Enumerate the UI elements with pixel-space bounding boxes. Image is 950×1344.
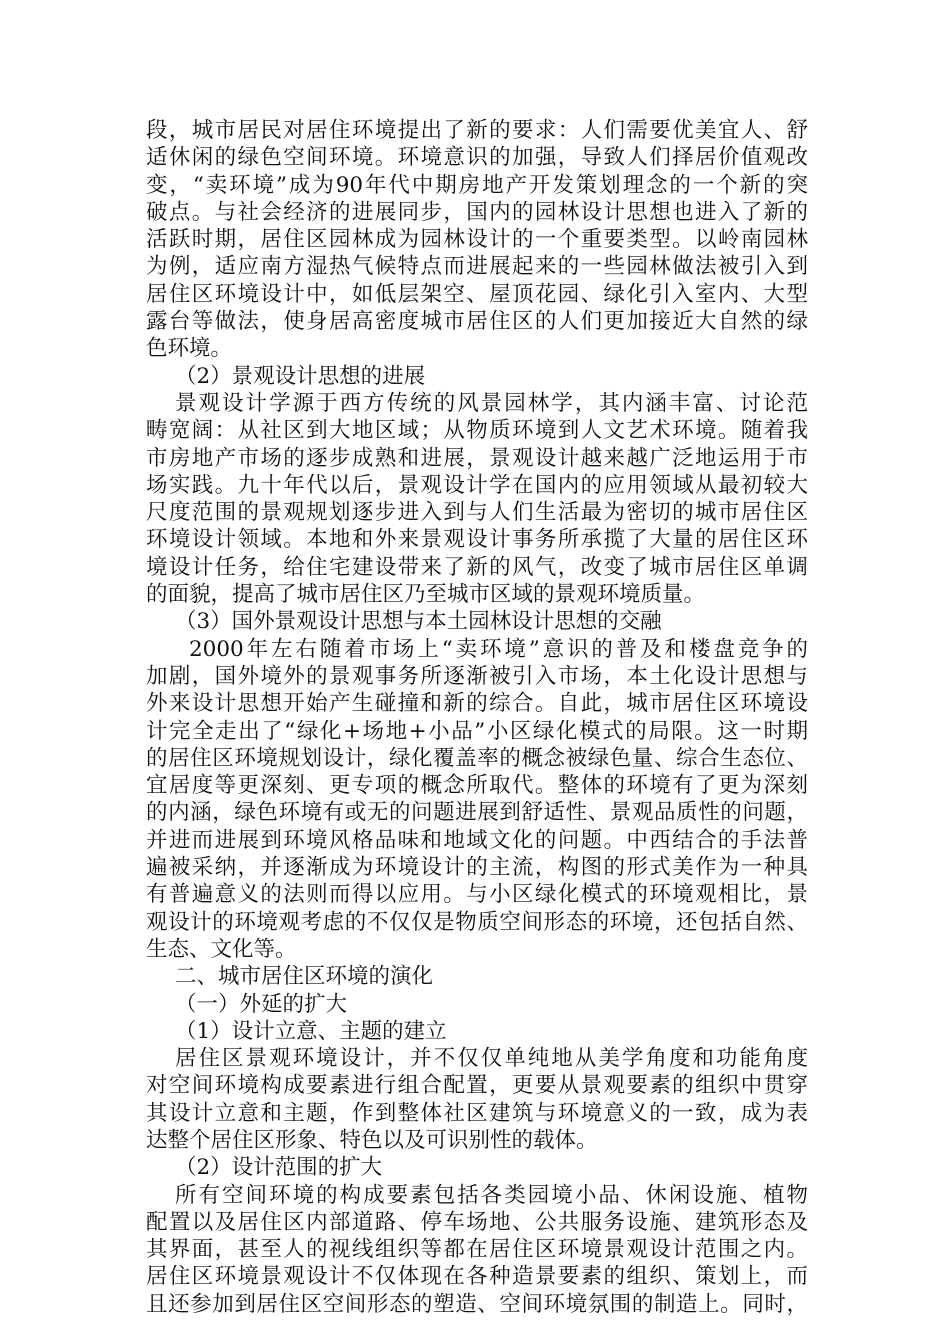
text-line: 宜居度等更深刻、更专项的概念所取代。整体的环境有了更为深刻: [146, 773, 808, 799]
text-line: 破点。与社会经济的进展同步，国内的园林设计思想也进入了新的: [146, 199, 808, 225]
text-line: 并进而进展到环境风格品味和地域文化的问题。中西结合的手法普: [146, 827, 808, 853]
text-line: 适休闲的绿色空间环境。环境意识的加强，导致人们择居价值观改: [146, 145, 808, 171]
text-line: 的内涵，绿色环境有或无的问题进展到舒适性、景观品质性的问题，: [146, 800, 808, 826]
section-heading: 二、城市居住区环境的演化: [175, 964, 434, 990]
text-line: 为例，适应南方湿热气候特点而进展起来的一些园林做法被引入到: [146, 254, 808, 280]
body-text: [146, 117, 808, 1318]
text-line: 观设计的环境观考虑的不仅仅是物质空间形态的环境，还包括自然、: [146, 909, 808, 935]
text-line: 加剧，国外境外的景观事务所逐渐被引入市场，本土化设计思想与: [146, 663, 808, 689]
section-heading: （2）设计范围的扩大: [175, 1155, 383, 1181]
section-heading: （一）外延的扩大: [175, 991, 348, 1017]
text-line: 露台等做法，使身居高密度城市居住区的人们更加接近大自然的绿: [146, 309, 808, 335]
text-line: 计完全走出了“绿化+场地+小品”小区绿化模式的局限。这一时期: [146, 718, 808, 744]
text-line: 居住区环境景观设计不仅体现在各种造景要素的组织、策划上，而: [146, 1264, 808, 1290]
text-line: 2000年左右随着市场上“卖环境”意识的普及和楼盘竞争的: [189, 636, 808, 662]
text-line: 的居住区环境规划设计，绿化覆盖率的概念被绿色量、综合生态位、: [146, 745, 808, 771]
text-line: 市房地产市场的逐步成熟和进展，景观设计越来越广泛地运用于市: [146, 445, 808, 471]
text-line: 对空间环境构成要素进行组合配置，更要从景观要素的组织中贯穿: [146, 1073, 808, 1099]
text-line: 配置以及居住区内部道路、停车场地、公共服务设施、建筑形态及: [146, 1209, 808, 1235]
text-line: 尺度范围的景观规划逐步进入到与人们生活最为密切的城市居住区: [146, 500, 808, 526]
text-line: 场实践。九十年代以后，景观设计学在国内的应用领域从最初较大: [146, 472, 808, 498]
section-heading: （1）设计立意、主题的建立: [175, 1018, 447, 1044]
text-line: 活跃时期，居住区园林成为园林设计的一个重要类型。以岭南园林: [146, 227, 808, 253]
text-line: 达整个居住区形象、特色以及可识别性的载体。: [146, 1127, 598, 1153]
text-line: 环境设计领域。本地和外来景观设计事务所承揽了大量的居住区环: [146, 527, 808, 553]
text-line: 段，城市居民对居住环境提出了新的要求：人们需要优美宜人、舒: [146, 118, 808, 143]
text-line: 所有空间环境的构成要素包括各类园境小品、休闲设施、植物: [175, 1182, 808, 1208]
text-line: 景观设计学源于西方传统的风景园林学，其内涵丰富、讨论范: [175, 390, 808, 416]
text-line: 有普遍意义的法则而得以应用。与小区绿化模式的环境观相比，景: [146, 882, 808, 908]
text-line: 色环境。: [146, 336, 233, 362]
text-line: 居住区环境设计中，如低层架空、屋顶花园、绿化引入室内、大型: [146, 281, 808, 307]
text-line: 外来设计思想开始产生碰撞和新的综合。自此，城市居住区环境设: [146, 691, 808, 717]
section-heading: （3）国外景观设计思想与本土园林设计思想的交融: [175, 609, 662, 635]
text-line: 其设计立意和主题，作到整体社区建筑与环境意义的一致，成为表: [146, 1100, 808, 1126]
text-line: 其界面，甚至人的视线组织等都在居住区环境景观设计范围之内。: [146, 1237, 808, 1263]
text-line: 且还参加到居住区空间形态的塑造、空间环境氛围的制造上。同时，: [146, 1291, 808, 1317]
text-line: 境设计任务，给住宅建设带来了新的风气，改变了城市居住区单调: [146, 554, 808, 580]
text-line: 的面貌，提高了城市居住区乃至城市区域的景观环境质量。: [146, 582, 706, 608]
text-line: 居住区景观环境设计，并不仅仅单纯地从美学角度和功能角度: [175, 1046, 808, 1072]
text-line: 遍被采纳，并逐渐成为环境设计的主流，构图的形式美作为一种具: [146, 855, 808, 881]
text-line: 生态、文化等。: [146, 936, 297, 962]
text-line: 变，“卖环境”成为90年代中期房地产开发策划理念的一个新的突: [146, 172, 808, 198]
text-line: 畴宽阔：从社区到大地区域；从物质环境到人文艺术环境。随着我: [146, 418, 808, 444]
section-heading: （2）景观设计思想的进展: [175, 363, 426, 389]
